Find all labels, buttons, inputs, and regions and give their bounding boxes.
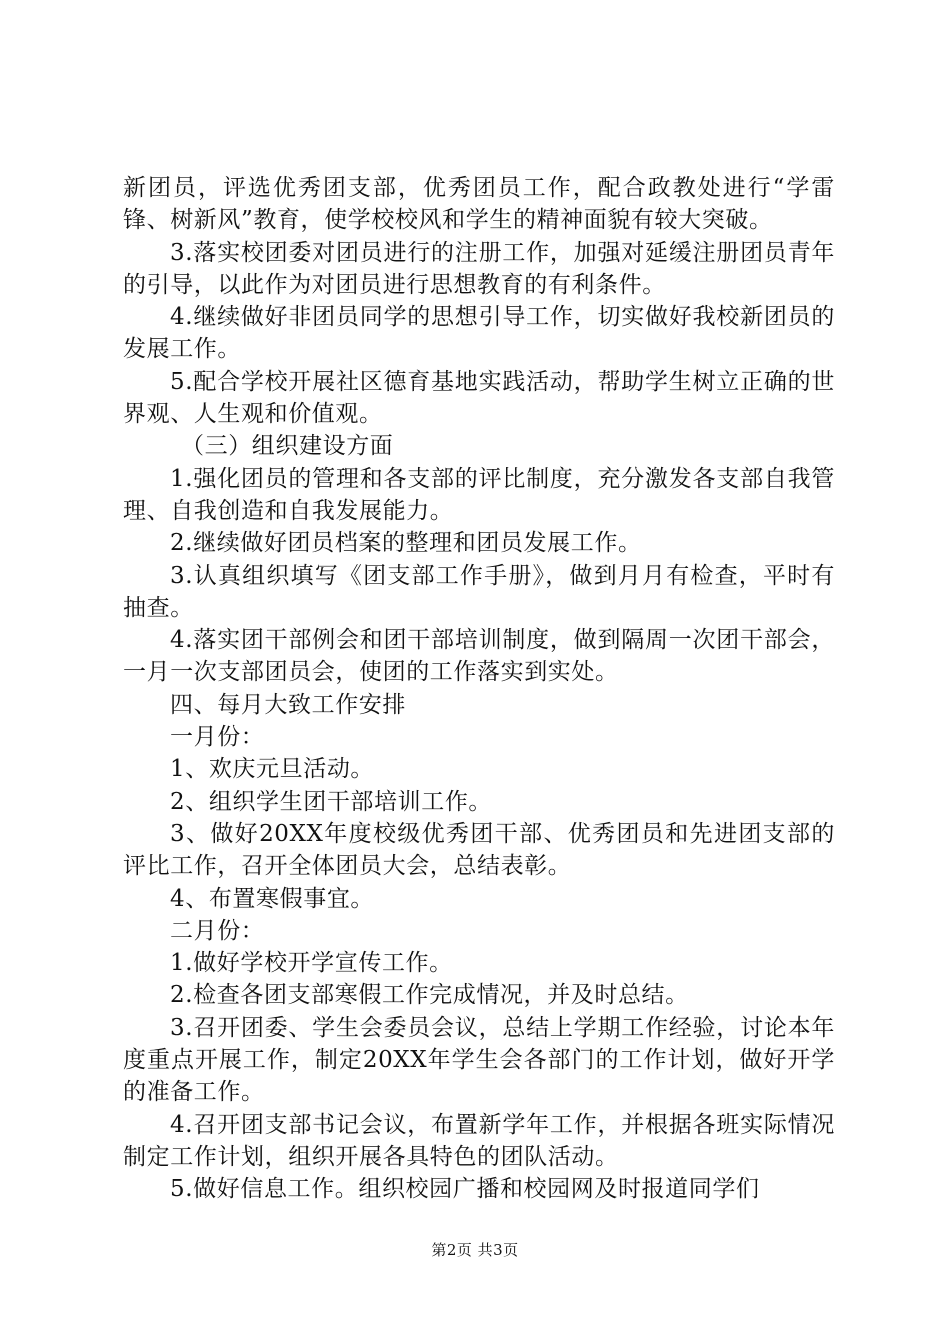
list-item: 3.召开团委、学生会委员会议，总结上学期工作经验，讨论本年度重点开展工作，制定20XX年学生会各部门的工作计划，做好开学的准备工作。 [123, 1014, 835, 1106]
page-number-footer: 第2页 共3页 [431, 1241, 519, 1259]
paragraph: 2.继续做好团员档案的整理和团员发展工作。 [170, 530, 642, 557]
list-item: 2.检查各团支部寒假工作完成情况，并及时总结。 [170, 982, 689, 1009]
month-heading: 一月份： [170, 724, 265, 751]
paragraph: 4.继续做好非团员同学的思想引导工作，切实做好我校新团员的发展工作。 [123, 304, 835, 363]
list-item: 1.做好学校开学宣传工作。 [170, 950, 453, 977]
list-item: 2、组织学生团干部培训工作。 [170, 788, 493, 815]
section-heading: 四、每月大致工作安排 [170, 691, 406, 718]
list-item: 1、欢庆元旦活动。 [170, 756, 375, 783]
month-heading: 二月份： [170, 917, 265, 944]
paragraph: 新团员，评选优秀团支部，优秀团员工作，配合政教处进行“学雷锋、树新风”教育，使学校校风和学生的精神面貌有较大突破。 [123, 175, 835, 234]
section-heading: （三）组织建设方面 [181, 433, 394, 460]
list-item: 5.做好信息工作。组织校园广播和校园网及时报道同学们 [170, 1176, 760, 1203]
paragraph: 3.认真组织填写《团支部工作手册》，做到月月有检查，平时有抽查。 [123, 562, 835, 621]
paragraph: 3.落实校团委对团员进行的注册工作，加强对延缓注册团员青年的引导，以此作为对团员进行思想教育的有利条件。 [123, 239, 835, 298]
list-item: 4.召开团支部书记会议，布置新学年工作，并根据各班实际情况制定工作计划，组织开展各具特色的团队活动。 [123, 1111, 835, 1170]
list-item: 4、布置寒假事宜。 [170, 885, 375, 912]
document-body [123, 172, 835, 1206]
paragraph: 5.配合学校开展社区德育基地实践活动，帮助学生树立正确的世界观、人生观和价值观。 [123, 368, 835, 428]
paragraph: 4.落实团干部例会和团干部培训制度，做到隔周一次团干部会，一月一次支部团员会，使团的工作落实到实处。 [123, 627, 835, 686]
list-item: 3、做好20XX年度校级优秀团干部、优秀团员和先进团支部的评比工作，召开全体团员大会，总结表彰。 [123, 820, 835, 880]
paragraph: 1.强化团员的管理和各支部的评比制度，充分激发各支部自我管理、自我创造和自我发展能力。 [123, 465, 835, 524]
